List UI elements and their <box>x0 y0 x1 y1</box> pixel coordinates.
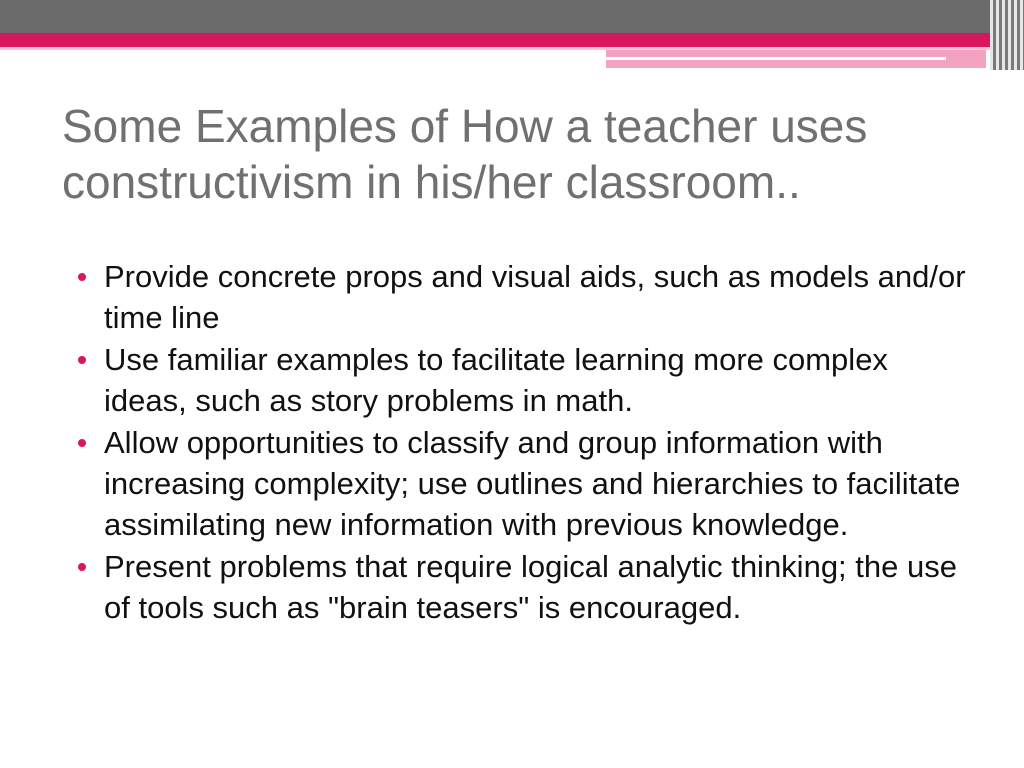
slide-title: Some Examples of How a teacher uses constructivism in his/her classroom.. <box>62 100 868 208</box>
bullet-dot-icon <box>78 563 86 571</box>
header-band <box>0 0 1024 33</box>
bullet-text: Allow opportunities to classify and group information with increasing complexity; use outlines and hierarchies to facilitate assimilating new information with previous knowledge. <box>104 425 961 542</box>
bullet-dot-icon <box>78 273 86 281</box>
bullet-item <box>74 422 974 545</box>
bullet-dot-icon <box>78 439 86 447</box>
accent-bar-highlight <box>606 57 946 60</box>
bullet-text: Provide concrete props and visual aids, such as models and/or time line <box>104 259 966 335</box>
bullet-dot-icon <box>78 356 86 364</box>
bullet-item <box>74 546 974 628</box>
bullet-text: Use familiar examples to facilitate learning more complex ideas, such as story problems in math. <box>104 342 888 418</box>
accent-line <box>0 33 1024 47</box>
bullet-text: Present problems that require logical analytic thinking; the use of tools such as "brain teasers" is encouraged. <box>104 549 957 625</box>
bullet-item <box>74 256 974 338</box>
bullet-item <box>74 339 974 421</box>
accent-bar <box>606 50 986 68</box>
bullet-list <box>74 256 974 629</box>
decorative-stripes <box>990 0 1024 70</box>
